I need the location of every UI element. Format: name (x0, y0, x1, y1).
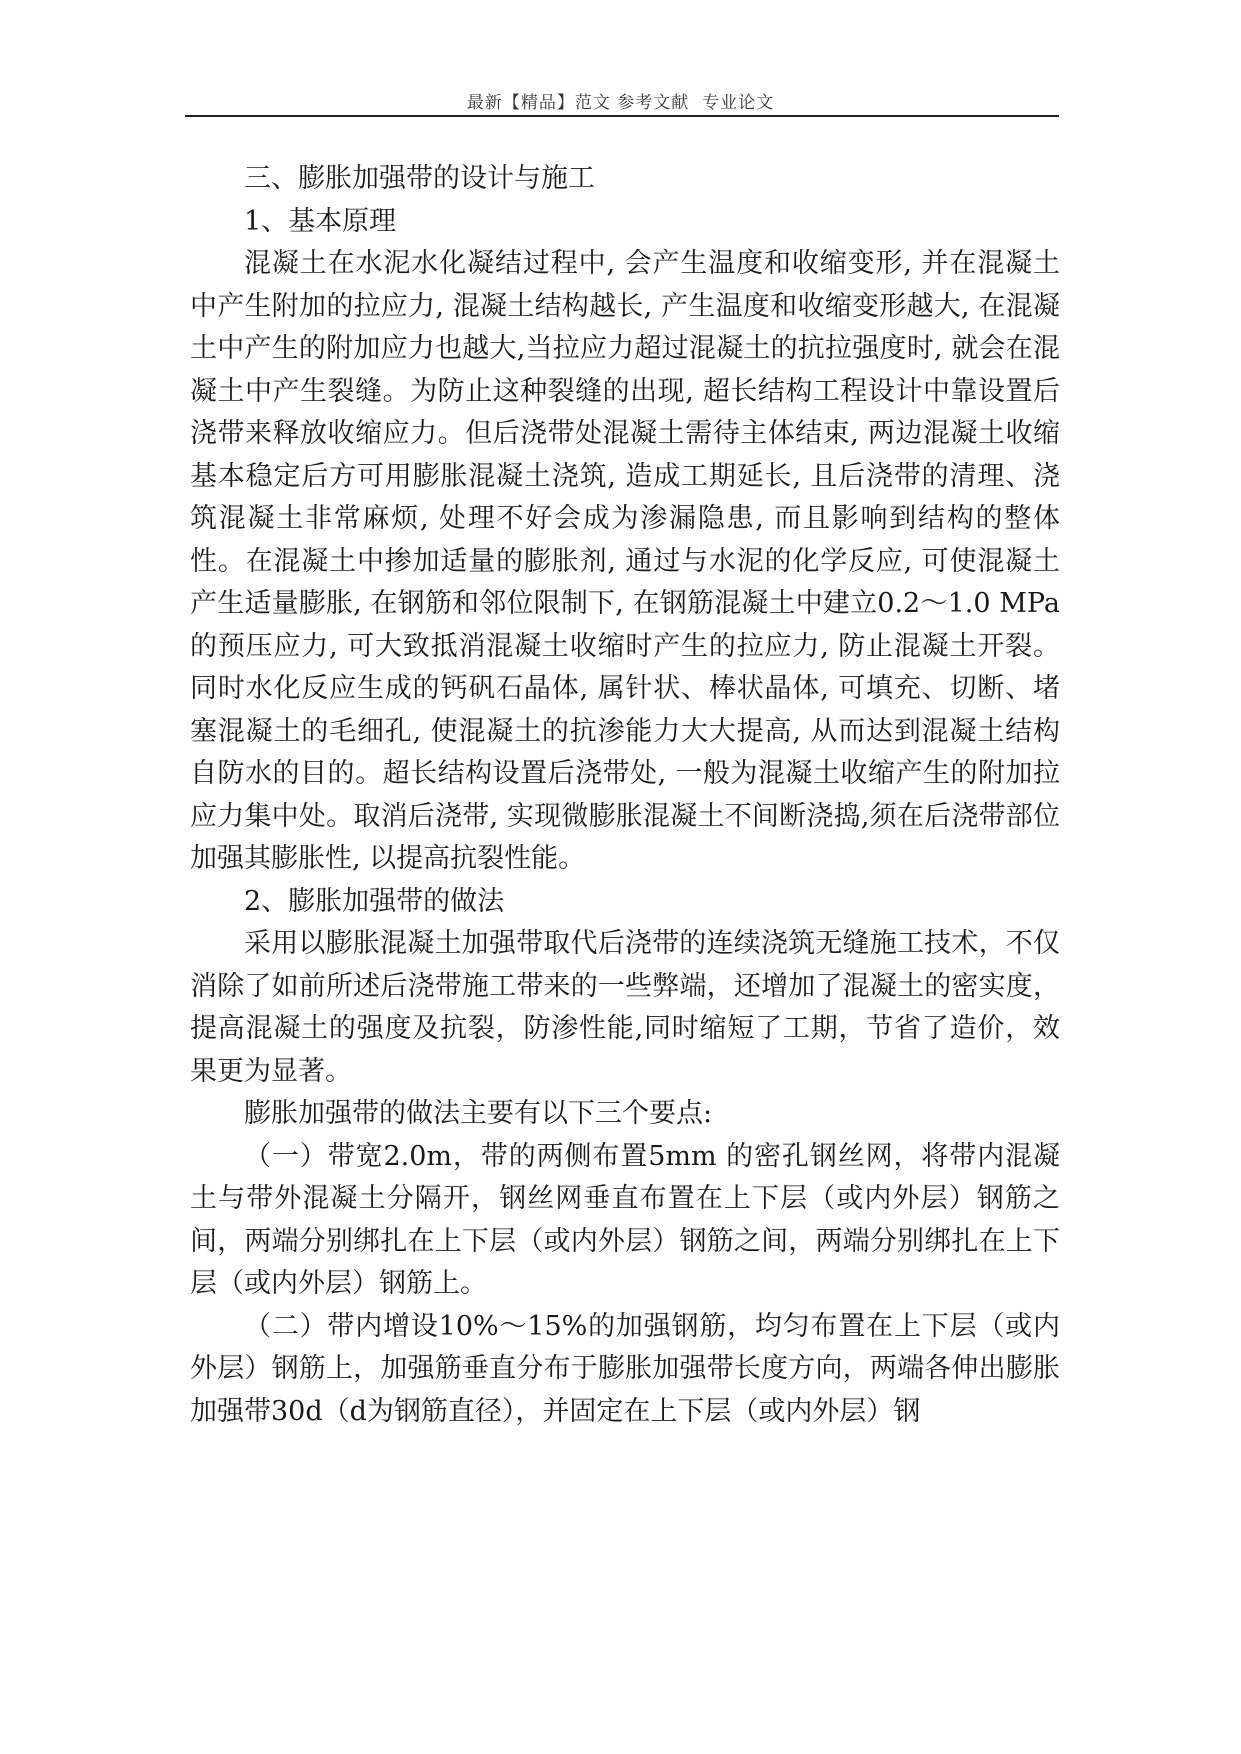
list-item-1: （一）带宽2.0m，带的两侧布置5mm 的密孔钢丝网，将带内混凝土与带外混凝土分隔开，钢丝网垂直布置在上下层（或内外层）钢筋之间，两端分别绑扎在上下层（或内外层）钢筋之间，两端分别绑扎在上下层（或内外层）钢筋上。 (190, 1140, 1060, 1299)
paragraph-method-intro: 采用以膨胀混凝土加强带取代后浇带的连续浇筑无缝施工技术，不仅消除了如前所述后浇带施工带来的一些弊端，还增加了混凝土的密实度，提高混凝土的强度及抗裂，防渗性能,同时缩短了工期，节省了造价，效果更为显著。 (190, 928, 1060, 1087)
header-divider (185, 115, 1059, 117)
list-item-2: （二）带内增设10%～15%的加强钢筋，均匀布置在上下层（或内外层）钢筋上，加强筋垂直分布于膨胀加强带长度方向，两端各伸出膨胀加强带30d（d为钢筋直径），并固定在上下层（或内外层）钢 (190, 1310, 1060, 1427)
subsection-title-2: 2、膨胀加强带的做法 (244, 885, 505, 917)
paragraph-basic-principle: 混凝土在水泥水化凝结过程中, 会产生温度和收缩变形, 并在混凝土中产生附加的拉应力, 混凝土结构越长, 产生温度和收缩变形越大, 在混凝土中产生的附加应力也越大,当拉应力超过混凝土的抗拉强度时, 就会在混凝土中产生裂缝。为防止这种裂缝的出现, 超长结构工程设计中靠设置后浇带来释放收缩应力。但后浇带处混凝土需待主体结束, 两边混凝土收缩基本稳定后方可用膨胀混凝土浇筑, 造成工期延长, 且后浇带的清理、浇筑混凝土非常麻烦, 处理不好会成为渗漏隐患, 而且影响到结构的整体性。在混凝土中掺加适量的膨胀剂, 通过与水泥的化学反应, 可使混凝土产生适量膨胀, 在钢筋和邻位限制下, 在钢筋混凝土中建立0.2～1.0 MPa 的预压应力, 可大致抵消混凝土收缩时产生的拉应力, 防止混凝土开裂。同时水化反应生成的钙矾石晶体, 属针状、棒状晶体, 可填充、切断、堵塞混凝土的毛细孔, 使混凝土的抗渗能力大大提高, 从而达到混凝土结构自防水的目的。超长结构设置后浇带处, 一般为混凝土收缩产生的附加拉应力集中处。取消后浇带, 实现微膨胀混凝土不间断浇捣,须在后浇带部位加强其膨胀性, 以提高抗裂性能。 (190, 248, 1060, 874)
section-title: 三、膨胀加强带的设计与施工 (244, 163, 595, 194)
page-header: 最新【精品】范文 参考文献 专业论文 (466, 93, 775, 113)
subsection-title-1: 1、基本原理 (244, 205, 397, 237)
paragraph-key-points: 膨胀加强带的做法主要有以下三个要点: (244, 1098, 713, 1129)
document-body (190, 158, 1060, 1433)
